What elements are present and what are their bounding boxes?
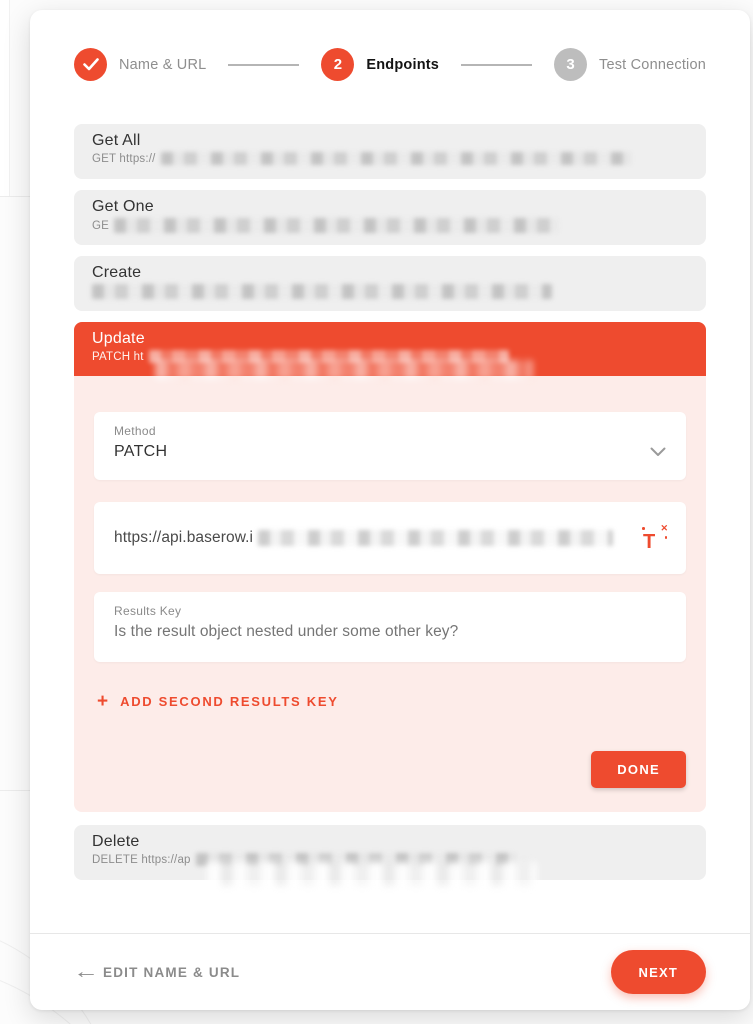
edit-name-url-button[interactable] [73,961,241,983]
endpoint-url [92,284,688,299]
step3-number: 3 [566,56,575,73]
modal-footer [30,933,750,1010]
next-button[interactable]: NEXT [611,950,706,994]
step1-circle [74,48,107,81]
endpoint-row-get-all[interactable] [74,124,706,179]
done-button[interactable]: DONE [591,751,686,788]
endpoint-block-update [74,322,706,812]
redacted-url [258,530,613,546]
endpoint-url-field[interactable] [94,502,686,574]
check-icon [83,58,99,71]
method-label: Method [114,424,156,438]
background-panel-edge [0,0,10,196]
endpoint-row-delete[interactable] [74,825,706,880]
endpoint-title: Get All [92,132,141,149]
endpoint-url [92,218,688,233]
redacted-url [161,152,631,165]
background-divider [0,790,32,791]
background-divider [0,196,32,197]
update-endpoint-editor [74,376,706,812]
endpoint-title: Create [92,264,142,281]
endpoint-url-prefix: GE [92,219,110,232]
endpoint-title: Delete [92,833,140,850]
method-value: PATCH [114,443,168,460]
step2-label: Endpoints [366,56,440,73]
wizard-stepper [74,48,706,81]
plus-icon: + [97,691,109,712]
stepper-connector [228,64,299,66]
results-key-field[interactable] [94,592,686,662]
step-test-connection[interactable] [554,48,706,81]
endpoint-row-create[interactable] [74,256,706,311]
stepper-connector [461,64,532,66]
endpoint-row-update[interactable] [74,322,706,376]
endpoint-url-prefix: GET https:// [92,152,156,165]
results-key-input[interactable] [114,623,666,641]
endpoint-url-prefix: DELETE https://ap [92,853,191,866]
redacted-url [92,284,552,299]
step2-circle [321,48,354,81]
endpoint-title: Update [92,330,145,347]
endpoint-url-prefix: PATCH ht [92,350,144,363]
results-key-label: Results Key [114,604,182,618]
step3-circle [554,48,587,81]
url-visible-text: https://api.baserow.i [114,529,254,546]
add-second-results-key-label: ADD SECOND RESULTS KEY [120,694,339,709]
api-endpoints-modal [30,10,750,1010]
redacted-url-overflow [155,360,533,380]
arrow-left-icon: ← [73,961,99,983]
endpoint-row-get-one[interactable] [74,190,706,245]
step-endpoints[interactable] [321,48,439,81]
step-name-and-url[interactable] [74,48,206,81]
chevron-down-icon [650,447,666,457]
method-select[interactable] [94,412,686,480]
redacted-url [114,218,559,233]
modal-body [30,10,750,933]
endpoint-url [92,152,688,165]
add-second-results-key-button[interactable] [97,692,686,711]
endpoint-url-value [114,529,642,547]
edit-name-url-label: EDIT NAME & URL [103,964,241,980]
magic-text-icon[interactable]: T ✕ [643,523,668,553]
step1-label: Name & URL [119,56,207,73]
step3-label: Test Connection [599,56,706,73]
endpoint-title: Get One [92,198,154,215]
step2-number: 2 [333,56,343,73]
redacted-url-overflow [207,862,537,886]
